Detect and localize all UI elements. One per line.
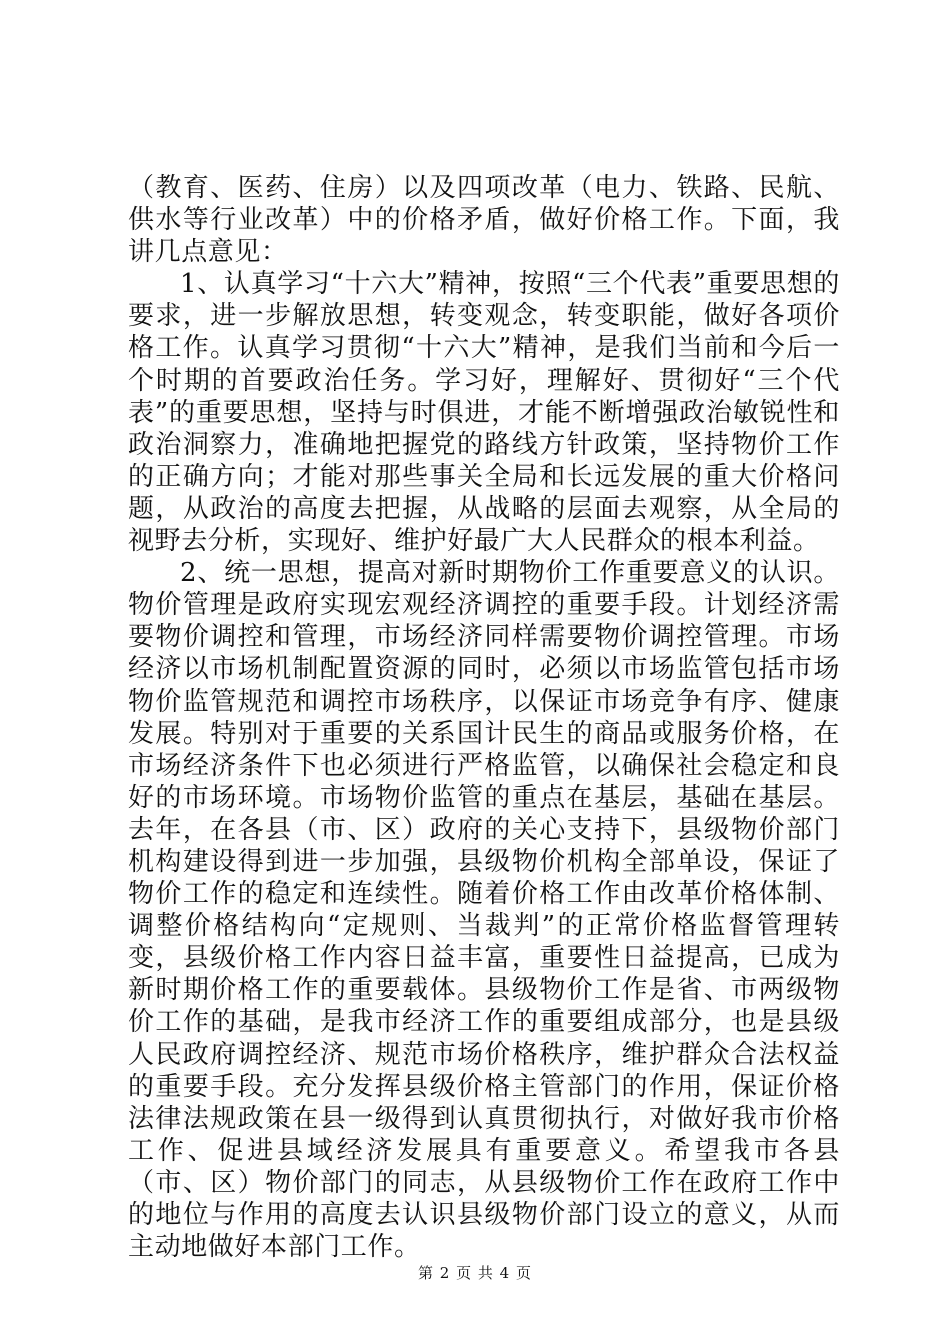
paragraph-point-1: 1、认真学习“十六大”精神，按照“三个代表”重要思想的要求，进一步解放思想，转变观念，转变职能，做好各项价格工作。认真学习贯彻“十六大”精神，是我们当前和今后一个时期的首要政治任务。学习好，理解好、贯彻好“三个代表”的重要思想，坚持与时俱进，才能不断增强政治敏锐性和政治洞察力，准确地把握党的路线方针政策，坚持物价工作的正确方向；才能对那些事关全局和长远发展的重大价格问题，从政治的高度去把握，从战略的层面去观察，从全局的视野去分析，实现好、维护好最广大人民群众的根本利益。 — [128, 269, 840, 557]
paragraph-continuation: （教育、医药、住房）以及四项改革（电力、铁路、民航、供水等行业改革）中的价格矛盾，做好价格工作。下面，我讲几点意见： — [128, 173, 840, 268]
page-number-footer: 第 2 页 共 4 页 — [418, 1264, 532, 1282]
document-body — [128, 172, 840, 1263]
paragraph-point-2: 2、统一思想，提高对新时期物价工作重要意义的认识。物价管理是政府实现宏观经济调控的重要手段。计划经济需要物价调控和管理，市场经济同样需要物价调控管理。市场经济以市场机制配置资源的同时，必须以市场监管包括市场物价监管规范和调控市场秩序，以保证市场竞争有序、健康发展。特别对于重要的关系国计民生的商品或服务价格，在市场经济条件下也必须进行严格监管，以确保社会稳定和良好的市场环境。市场物价监管的重点在基层，基础在基层。去年，在各县（市、区）政府的关心支持下，县级物价部门机构建设得到进一步加强，县级物价机构全部单设，保证了物价工作的稳定和连续性。随着价格工作由改革价格体制、调整价格结构向“定规则、当裁判”的正常价格监督管理转变，县级价格工作内容日益丰富，重要性日益提高，已成为新时期价格工作的重要载体。县级物价工作是省、市两级物价工作的基础，是我市经济工作的重要组成部分，也是县级人民政府调控经济、规范市场价格秩序，维护群众合法权益的重要手段。充分发挥县级价格主管部门的作用，保证价格法律法规政策在县一级得到认真贯彻执行，对做好我市价格工作、促进县域经济发展具有重要意义。希望我市各县（市、区）物价部门的同志，从县级物价工作在政府工作中的地位与作用的高度去认识县级物价部门设立的意义，从而主动地做好本部门工作。 — [128, 558, 840, 1263]
